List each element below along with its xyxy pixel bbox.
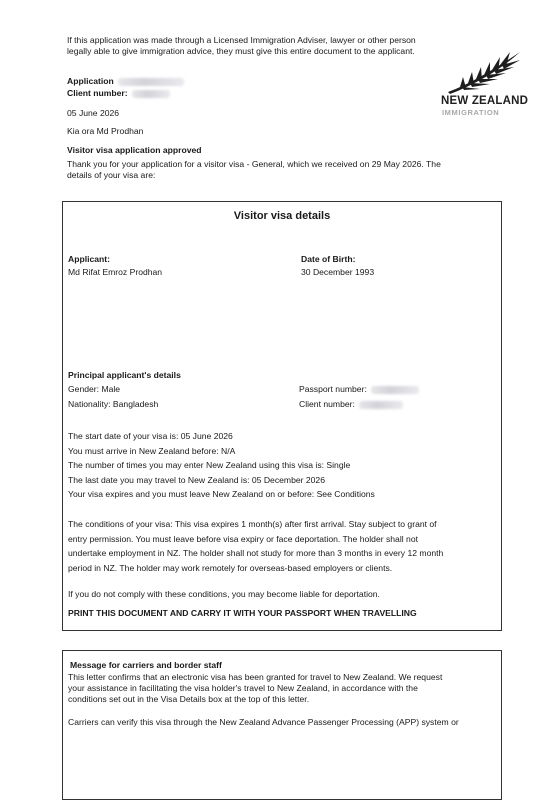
applicant-label: Applicant: [68, 254, 111, 264]
principal-client-label: Client number: [299, 399, 355, 409]
visa-details-box [62, 201, 502, 631]
client-number-row [67, 88, 170, 99]
redacted-passport-number [371, 386, 419, 394]
conditions-line: The conditions of your visa: This visa expires 1 month(s) after first arrival. Stay subject to grant of [68, 519, 437, 529]
application-label: Application [67, 76, 114, 86]
conditions-line: entry permission. You must leave before visa expiry or face deportation. The holder shall not [68, 533, 418, 544]
adviser-notice-line2: legally able to give immigration advice, they must give this entire document to the applicant. [67, 46, 415, 56]
dob-label: Date of Birth: [301, 254, 356, 264]
nz-immigration-logo [440, 48, 530, 120]
redacted-principal-client-number [359, 401, 403, 409]
silver-fern-icon [440, 48, 530, 96]
letter-date: 05 June 2026 [67, 108, 120, 118]
adviser-notice-line1: If this application was made through a Licensed Immigration Adviser, lawyer or other person [67, 35, 416, 45]
visa-conditions-paragraph [68, 517, 496, 576]
adviser-notice [67, 35, 437, 57]
visa-term-item: The number of times you may enter New Zealand using this visa is: Single [68, 460, 351, 470]
passport-row [299, 384, 419, 395]
gender: Gender: Male [68, 384, 121, 394]
carriers-paragraph2: Carriers can verify this visa through the New Zealand Advance Passenger Processing (APP) system or [68, 717, 459, 727]
visa-term-item: The start date of your visa is: 05 June 2026 [68, 431, 233, 441]
visa-term-item: Your visa expires and you must leave New Zealand on or before: See Conditions [68, 489, 375, 499]
nationality: Nationality: Bangladesh [68, 399, 159, 409]
carriers-line: conditions set out in the Visa Details box at the top of this letter. [68, 694, 310, 704]
carriers-heading: Message for carriers and border staff [70, 660, 222, 670]
visa-term-item: The last date you may travel to New Zealand is: 05 December 2026 [68, 474, 325, 485]
logo-line2: IMMIGRATION [442, 108, 500, 117]
redacted-client-number [132, 90, 170, 98]
dob-value: 30 December 1993 [301, 267, 375, 277]
conditions-line: period in NZ. The holder may work remotely for overseas-based employers or clients. [68, 563, 393, 574]
approved-heading: Visitor visa application approved [67, 145, 202, 155]
visa-terms-list [68, 429, 375, 502]
thanks-line1: Thank you for your application for a visitor visa - General, which we received on 29 May 2026. The [67, 159, 441, 169]
principal-client-row [299, 399, 403, 410]
conditions-line: undertake employment in NZ. The holder shall not study for more than 3 months in every 12 month [68, 548, 444, 559]
logo-line1: NEW ZEALAND [441, 95, 529, 107]
visa-details-title: Visitor visa details [233, 210, 331, 222]
print-notice: PRINT THIS DOCUMENT AND CARRY IT WITH YOUR PASSPORT WHEN TRAVELLING [68, 608, 417, 618]
thanks-paragraph [67, 159, 497, 181]
principal-heading: Principal applicant's details [68, 370, 181, 380]
thanks-line2: details of your visa are: [67, 170, 156, 180]
carriers-message-box [62, 650, 502, 800]
greeting: Kia ora Md Prodhan [67, 126, 144, 136]
carriers-paragraph1 [68, 672, 496, 705]
applicant-name: Md Rifat Emroz Prodhan [68, 267, 163, 277]
passport-label: Passport number: [299, 384, 367, 394]
carriers-line: This letter confirms that an electronic visa has been granted for travel to New Zealand. We request [68, 672, 443, 682]
deportation-warning: If you do not comply with these conditions, you may become liable for deportation. [68, 589, 380, 599]
carriers-line: your assistance in facilitating the visa holder's travel to New Zealand, in accordance with the [68, 683, 418, 693]
client-number-label: Client number: [67, 88, 128, 98]
visa-term-item: You must arrive in New Zealand before: N/A [68, 445, 236, 456]
application-row [67, 76, 184, 87]
redacted-application-number [118, 78, 184, 86]
